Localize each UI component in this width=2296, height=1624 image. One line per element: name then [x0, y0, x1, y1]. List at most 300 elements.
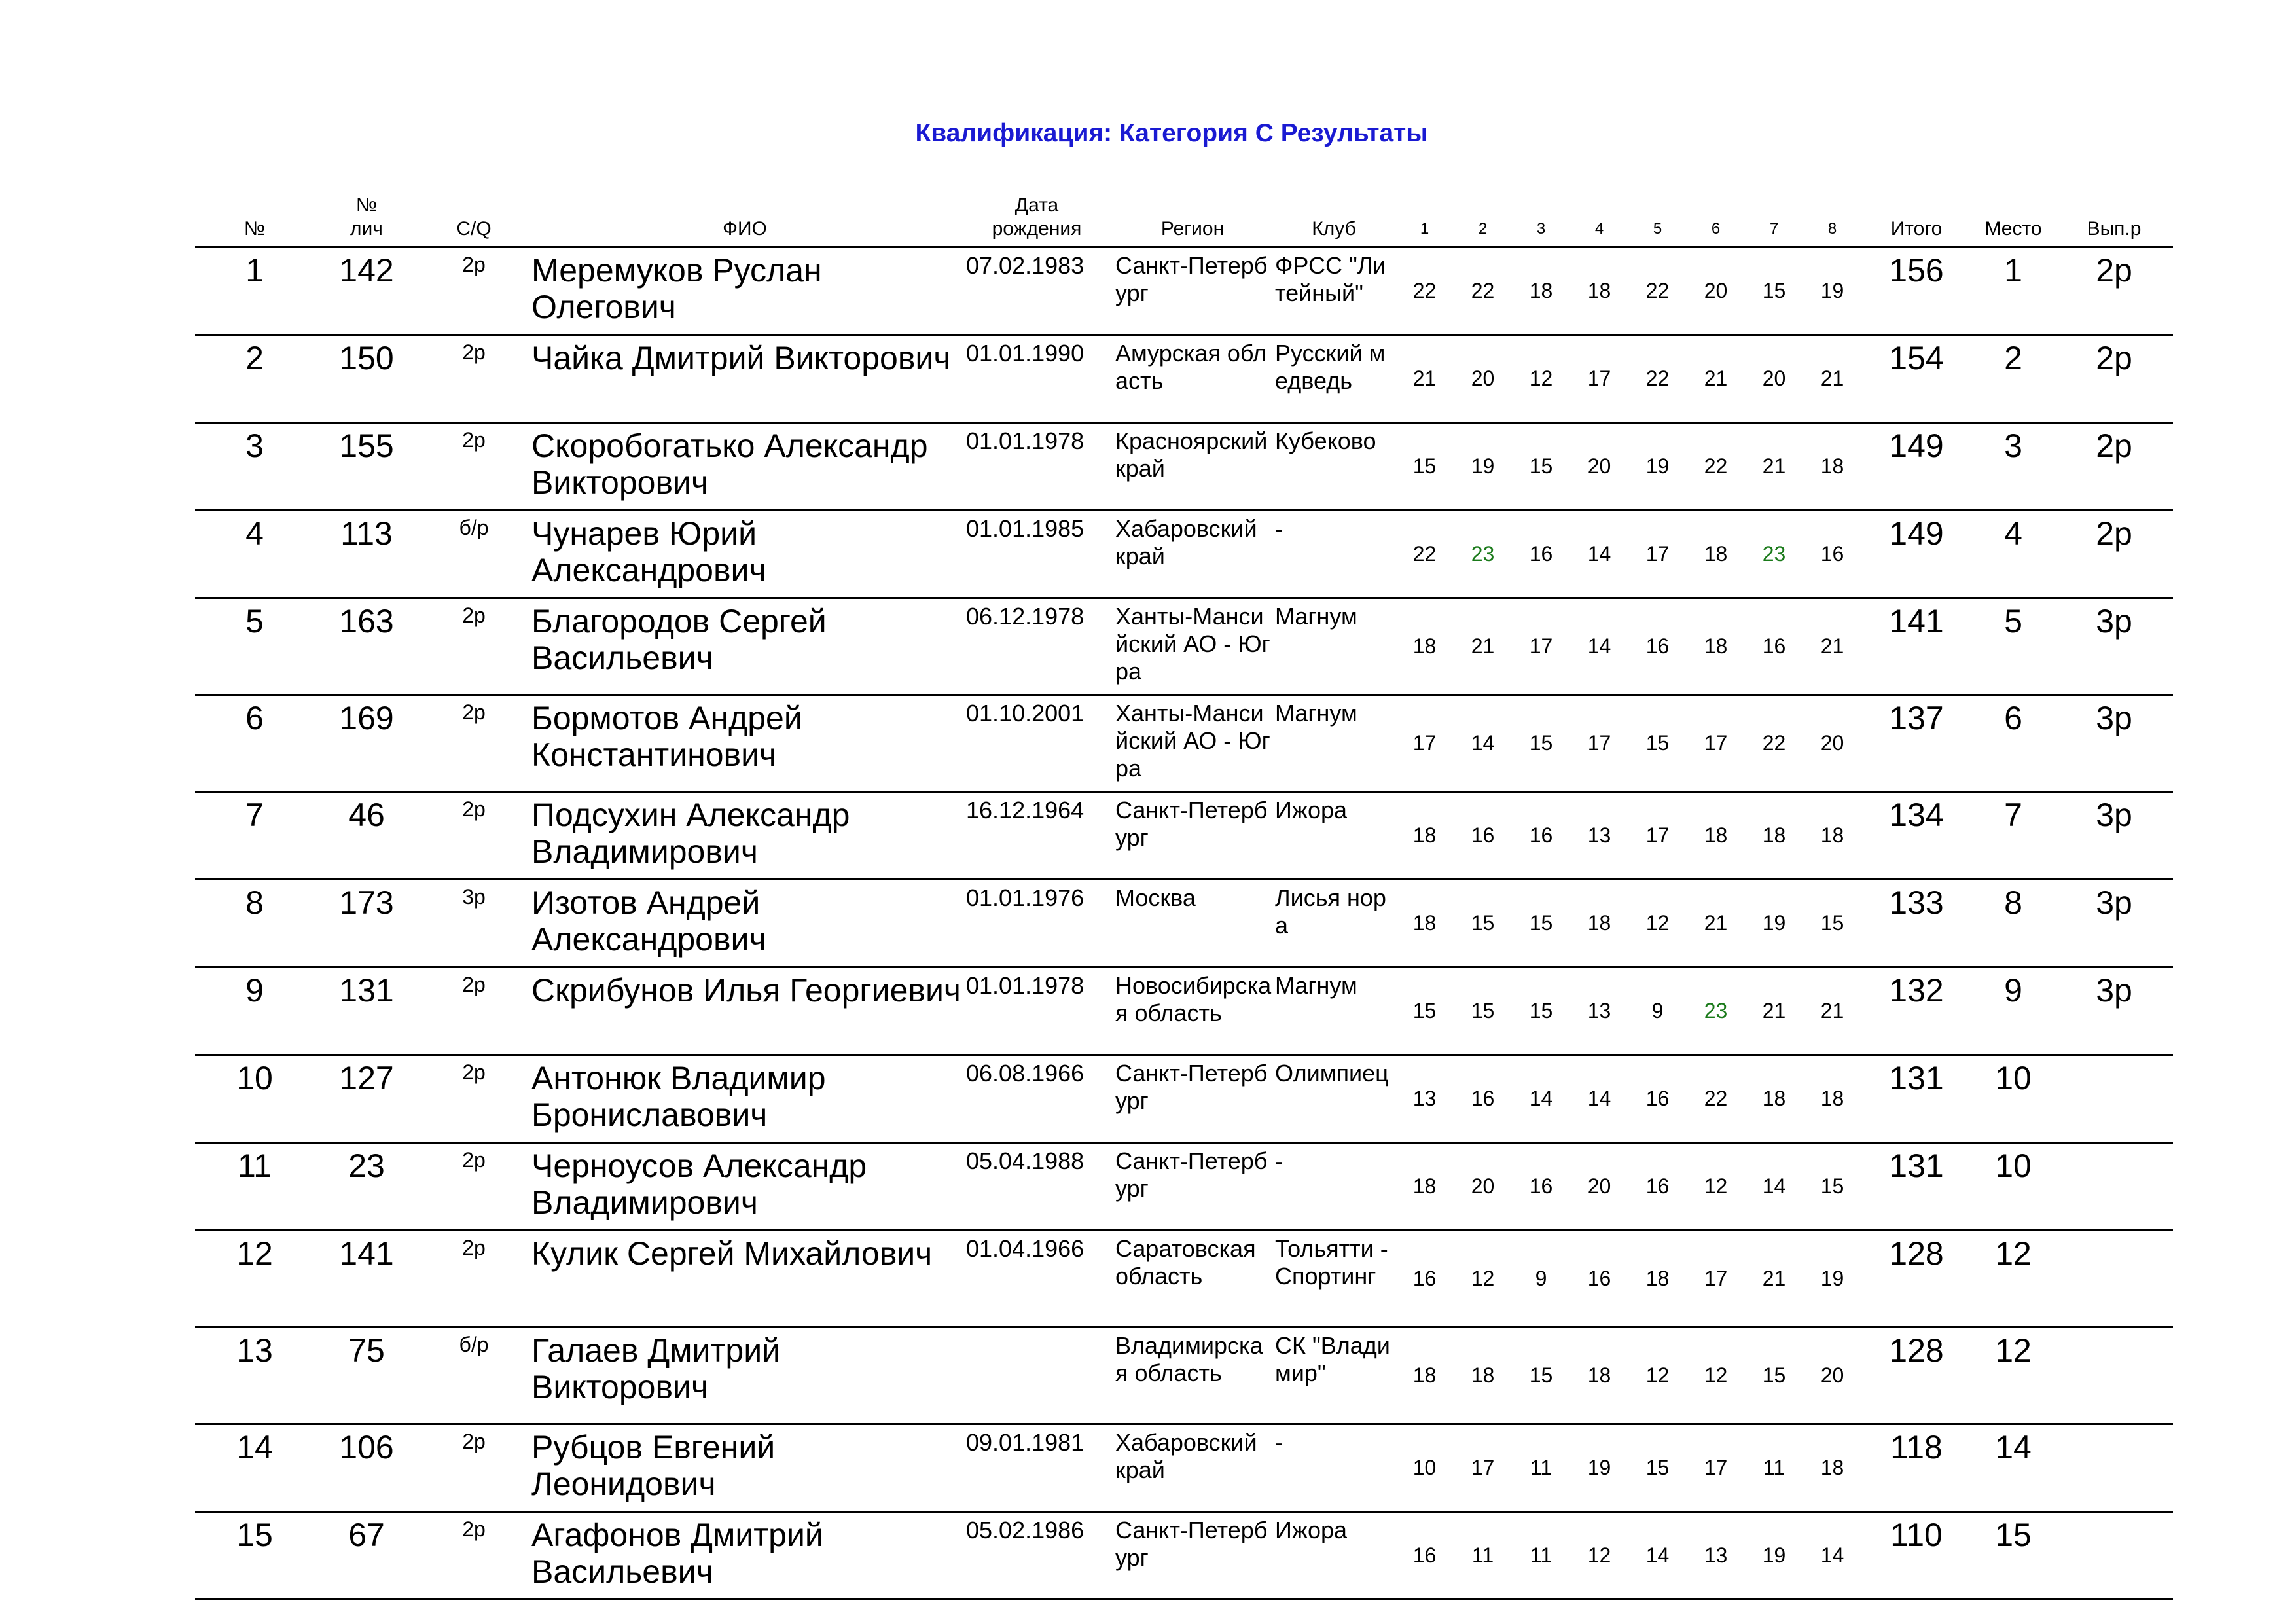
row-number: 7	[195, 792, 314, 880]
header-round-2: 2	[1454, 194, 1512, 247]
round-6-score: 18	[1687, 792, 1745, 880]
total-score: 131	[1861, 1055, 1971, 1143]
round-8-score: 15	[1803, 1143, 1861, 1231]
table-row	[195, 967, 2173, 1055]
row-number: 10	[195, 1055, 314, 1143]
round-5-score: 18	[1628, 1231, 1687, 1327]
round-5-score: 12	[1628, 1327, 1687, 1424]
header-region: Регион	[1113, 194, 1272, 247]
header-club: Клуб	[1272, 194, 1395, 247]
table-header-row	[195, 194, 2173, 247]
place: 9	[1971, 967, 2055, 1055]
place: 1	[1971, 247, 2055, 335]
header-round-1: 1	[1395, 194, 1454, 247]
place: 14	[1971, 1424, 2055, 1512]
category-qualification: 3р	[419, 880, 529, 967]
category-qualification: 2р	[419, 695, 529, 792]
rank-achieved: 2р	[2055, 335, 2173, 423]
round-1-score: 17	[1395, 695, 1454, 792]
category-qualification: 2р	[419, 1512, 529, 1600]
round-1-score: 22	[1395, 511, 1454, 598]
club: Магнум	[1272, 967, 1395, 1055]
round-8-score: 21	[1803, 598, 1861, 695]
round-7-score: 23	[1745, 511, 1803, 598]
total-score: 141	[1861, 598, 1971, 695]
table-row	[195, 598, 2173, 695]
region: Санкт-Петербург	[1113, 792, 1272, 880]
region: Саратовская область	[1113, 1231, 1272, 1327]
personal-number: 113	[314, 511, 419, 598]
athlete-name: Подсухин Александр Владимирович	[529, 792, 961, 880]
personal-number: 67	[314, 1512, 419, 1600]
athlete-name: Антонюк Владимир Брониславович	[529, 1055, 961, 1143]
round-8-score: 16	[1803, 511, 1861, 598]
table-row	[195, 423, 2173, 511]
round-5-score: 16	[1628, 598, 1687, 695]
round-8-score: 19	[1803, 247, 1861, 335]
personal-number: 106	[314, 1424, 419, 1512]
round-6-score: 17	[1687, 695, 1745, 792]
table-row	[195, 1512, 2173, 1600]
round-2-score: 19	[1454, 423, 1512, 511]
region: Амурская область	[1113, 335, 1272, 423]
table-row	[195, 1327, 2173, 1424]
category-qualification: 2р	[419, 335, 529, 423]
rank-achieved	[2055, 1143, 2173, 1231]
club: ФРСС "Литейный"	[1272, 247, 1395, 335]
athlete-name: Меремуков Руслан Олегович	[529, 247, 961, 335]
rank-achieved: 3р	[2055, 967, 2173, 1055]
round-5-score: 22	[1628, 247, 1687, 335]
place: 6	[1971, 695, 2055, 792]
round-6-score: 22	[1687, 1055, 1745, 1143]
total-score: 137	[1861, 695, 1971, 792]
round-4-score: 16	[1570, 1231, 1628, 1327]
round-7-score: 19	[1745, 880, 1803, 967]
round-3-score: 9	[1512, 1231, 1570, 1327]
header-round-8: 8	[1803, 194, 1861, 247]
total-score: 149	[1861, 423, 1971, 511]
rank-achieved: 2р	[2055, 511, 2173, 598]
category-qualification: б/р	[419, 1327, 529, 1424]
personal-number: 46	[314, 792, 419, 880]
category-qualification: 2р	[419, 598, 529, 695]
personal-number: 75	[314, 1327, 419, 1424]
club: Ижора	[1272, 792, 1395, 880]
category-qualification: 2р	[419, 1055, 529, 1143]
place: 2	[1971, 335, 2055, 423]
round-3-score: 16	[1512, 792, 1570, 880]
round-8-score: 14	[1803, 1512, 1861, 1600]
round-2-score: 14	[1454, 695, 1512, 792]
round-2-score: 20	[1454, 1143, 1512, 1231]
rank-achieved	[2055, 1424, 2173, 1512]
header-round-7: 7	[1745, 194, 1803, 247]
athlete-name: Изотов Андрей Александрович	[529, 880, 961, 967]
round-1-score: 15	[1395, 423, 1454, 511]
birth-date: 16.12.1964	[961, 792, 1113, 880]
round-4-score: 14	[1570, 1055, 1628, 1143]
table-row	[195, 1231, 2173, 1327]
athlete-name: Бормотов Андрей Константинович	[529, 695, 961, 792]
round-3-score: 16	[1512, 1143, 1570, 1231]
round-3-score: 18	[1512, 247, 1570, 335]
row-number: 12	[195, 1231, 314, 1327]
birth-date: 07.02.1983	[961, 247, 1113, 335]
round-8-score: 20	[1803, 1327, 1861, 1424]
round-4-score: 13	[1570, 967, 1628, 1055]
total-score: 156	[1861, 247, 1971, 335]
round-7-score: 21	[1745, 423, 1803, 511]
round-6-score: 17	[1687, 1231, 1745, 1327]
header-place: Место	[1971, 194, 2055, 247]
header-date: Дата рождения	[961, 194, 1113, 247]
header-round-4: 4	[1570, 194, 1628, 247]
round-5-score: 19	[1628, 423, 1687, 511]
total-score: 118	[1861, 1424, 1971, 1512]
round-4-score: 13	[1570, 792, 1628, 880]
round-2-score: 16	[1454, 792, 1512, 880]
header-total: Итого	[1861, 194, 1971, 247]
total-score: 133	[1861, 880, 1971, 967]
round-1-score: 18	[1395, 880, 1454, 967]
total-score: 149	[1861, 511, 1971, 598]
rank-achieved: 3р	[2055, 695, 2173, 792]
round-2-score: 15	[1454, 880, 1512, 967]
round-3-score: 15	[1512, 967, 1570, 1055]
round-1-score: 18	[1395, 1327, 1454, 1424]
round-4-score: 20	[1570, 423, 1628, 511]
round-6-score: 20	[1687, 247, 1745, 335]
round-6-score: 17	[1687, 1424, 1745, 1512]
round-2-score: 23	[1454, 511, 1512, 598]
region: Владимирская область	[1113, 1327, 1272, 1424]
table-row	[195, 1424, 2173, 1512]
round-7-score: 14	[1745, 1143, 1803, 1231]
round-1-score: 21	[1395, 335, 1454, 423]
birth-date: 01.01.1978	[961, 423, 1113, 511]
personal-number: 173	[314, 880, 419, 967]
athlete-name: Благородов Сергей Васильевич	[529, 598, 961, 695]
round-8-score: 19	[1803, 1231, 1861, 1327]
region: Хабаровский край	[1113, 1424, 1272, 1512]
header-round-5: 5	[1628, 194, 1687, 247]
round-3-score: 15	[1512, 1327, 1570, 1424]
round-3-score: 11	[1512, 1424, 1570, 1512]
header-round-6: 6	[1687, 194, 1745, 247]
athlete-name: Агафонов Дмитрий Васильевич	[529, 1512, 961, 1600]
place: 5	[1971, 598, 2055, 695]
round-8-score: 21	[1803, 967, 1861, 1055]
round-5-score: 12	[1628, 880, 1687, 967]
personal-number: 23	[314, 1143, 419, 1231]
round-8-score: 20	[1803, 695, 1861, 792]
place: 8	[1971, 880, 2055, 967]
round-7-score: 18	[1745, 792, 1803, 880]
round-4-score: 17	[1570, 695, 1628, 792]
round-1-score: 18	[1395, 792, 1454, 880]
birth-date: 09.01.1981	[961, 1424, 1113, 1512]
region: Санкт-Петербург	[1113, 247, 1272, 335]
round-5-score: 16	[1628, 1055, 1687, 1143]
row-number: 15	[195, 1512, 314, 1600]
club: -	[1272, 1143, 1395, 1231]
region: Санкт-Петербург	[1113, 1055, 1272, 1143]
personal-number: 141	[314, 1231, 419, 1327]
club: Ижора	[1272, 1512, 1395, 1600]
round-4-score: 17	[1570, 335, 1628, 423]
table-row	[195, 695, 2173, 792]
place: 10	[1971, 1143, 2055, 1231]
club: -	[1272, 1424, 1395, 1512]
club: Магнум	[1272, 695, 1395, 792]
table-row	[195, 335, 2173, 423]
birth-date: 06.12.1978	[961, 598, 1113, 695]
round-4-score: 19	[1570, 1424, 1628, 1512]
region: Ханты-Мансийский АО - Югра	[1113, 695, 1272, 792]
rank-achieved: 2р	[2055, 247, 2173, 335]
round-3-score: 15	[1512, 880, 1570, 967]
round-3-score: 15	[1512, 695, 1570, 792]
category-qualification: 2р	[419, 967, 529, 1055]
round-6-score: 22	[1687, 423, 1745, 511]
place: 10	[1971, 1055, 2055, 1143]
header-vyp: Вып.р	[2055, 194, 2173, 247]
round-3-score: 15	[1512, 423, 1570, 511]
round-2-score: 18	[1454, 1327, 1512, 1424]
round-4-score: 20	[1570, 1143, 1628, 1231]
total-score: 131	[1861, 1143, 1971, 1231]
region: Хабаровский край	[1113, 511, 1272, 598]
birth-date: 01.10.2001	[961, 695, 1113, 792]
region: Москва	[1113, 880, 1272, 967]
round-1-score: 13	[1395, 1055, 1454, 1143]
place: 4	[1971, 511, 2055, 598]
header-name: ФИО	[529, 194, 961, 247]
row-number: 1	[195, 247, 314, 335]
round-1-score: 16	[1395, 1512, 1454, 1600]
round-4-score: 18	[1570, 1327, 1628, 1424]
total-score: 128	[1861, 1327, 1971, 1424]
total-score: 132	[1861, 967, 1971, 1055]
birth-date: 05.02.1986	[961, 1512, 1113, 1600]
round-5-score: 16	[1628, 1143, 1687, 1231]
round-7-score: 16	[1745, 598, 1803, 695]
rank-achieved	[2055, 1231, 2173, 1327]
row-number: 5	[195, 598, 314, 695]
round-2-score: 11	[1454, 1512, 1512, 1600]
birth-date: 01.01.1978	[961, 967, 1113, 1055]
table-row	[195, 247, 2173, 335]
round-5-score: 17	[1628, 511, 1687, 598]
round-5-score: 15	[1628, 1424, 1687, 1512]
round-6-score: 18	[1687, 598, 1745, 695]
personal-number: 155	[314, 423, 419, 511]
round-7-score: 11	[1745, 1424, 1803, 1512]
results-table	[195, 194, 2173, 1600]
athlete-name: Скрибунов Илья Георгиевич	[529, 967, 961, 1055]
round-6-score: 18	[1687, 511, 1745, 598]
round-1-score: 18	[1395, 1143, 1454, 1231]
birth-date	[961, 1327, 1113, 1424]
row-number: 9	[195, 967, 314, 1055]
club: -	[1272, 511, 1395, 598]
round-4-score: 12	[1570, 1512, 1628, 1600]
round-7-score: 20	[1745, 335, 1803, 423]
total-score: 110	[1861, 1512, 1971, 1600]
round-1-score: 15	[1395, 967, 1454, 1055]
place: 3	[1971, 423, 2055, 511]
personal-number: 169	[314, 695, 419, 792]
row-number: 3	[195, 423, 314, 511]
round-1-score: 18	[1395, 598, 1454, 695]
round-7-score: 22	[1745, 695, 1803, 792]
category-qualification: 2р	[419, 1424, 529, 1512]
round-1-score: 16	[1395, 1231, 1454, 1327]
club: Олимпиец	[1272, 1055, 1395, 1143]
table-row	[195, 1143, 2173, 1231]
page-title: Квалификация: Категория С Результаты	[915, 119, 1428, 147]
round-7-score: 19	[1745, 1512, 1803, 1600]
round-7-score: 15	[1745, 1327, 1803, 1424]
category-qualification: 2р	[419, 423, 529, 511]
rank-achieved: 3р	[2055, 880, 2173, 967]
category-qualification: 2р	[419, 1143, 529, 1231]
round-5-score: 9	[1628, 967, 1687, 1055]
round-6-score: 23	[1687, 967, 1745, 1055]
region: Ханты-Мансийский АО - Югра	[1113, 598, 1272, 695]
round-7-score: 21	[1745, 1231, 1803, 1327]
rank-achieved: 2р	[2055, 423, 2173, 511]
round-4-score: 14	[1570, 511, 1628, 598]
rank-achieved	[2055, 1055, 2173, 1143]
round-5-score: 17	[1628, 792, 1687, 880]
round-7-score: 18	[1745, 1055, 1803, 1143]
club: Русский медведь	[1272, 335, 1395, 423]
region: Санкт-Петербург	[1113, 1512, 1272, 1600]
personal-number: 131	[314, 967, 419, 1055]
club: СК "Владимир"	[1272, 1327, 1395, 1424]
round-2-score: 15	[1454, 967, 1512, 1055]
athlete-name: Кулик Сергей Михайлович	[529, 1231, 961, 1327]
round-5-score: 22	[1628, 335, 1687, 423]
birth-date: 01.01.1985	[961, 511, 1113, 598]
athlete-name: Чайка Дмитрий Викторович	[529, 335, 961, 423]
region: Санкт-Петербург	[1113, 1143, 1272, 1231]
row-number: 13	[195, 1327, 314, 1424]
round-1-score: 10	[1395, 1424, 1454, 1512]
round-8-score: 21	[1803, 335, 1861, 423]
header-round-3: 3	[1512, 194, 1570, 247]
rank-achieved: 3р	[2055, 598, 2173, 695]
region: Красноярский край	[1113, 423, 1272, 511]
round-7-score: 15	[1745, 247, 1803, 335]
row-number: 14	[195, 1424, 314, 1512]
round-4-score: 18	[1570, 247, 1628, 335]
birth-date: 01.01.1990	[961, 335, 1113, 423]
row-number: 4	[195, 511, 314, 598]
round-3-score: 17	[1512, 598, 1570, 695]
round-7-score: 21	[1745, 967, 1803, 1055]
round-3-score: 11	[1512, 1512, 1570, 1600]
round-2-score: 21	[1454, 598, 1512, 695]
category-qualification: 2р	[419, 247, 529, 335]
round-8-score: 18	[1803, 792, 1861, 880]
athlete-name: Галаев Дмитрий Викторович	[529, 1327, 961, 1424]
round-2-score: 17	[1454, 1424, 1512, 1512]
round-4-score: 14	[1570, 598, 1628, 695]
round-8-score: 18	[1803, 1055, 1861, 1143]
table-row	[195, 880, 2173, 967]
round-4-score: 18	[1570, 880, 1628, 967]
club: Тольятти - Спортинг	[1272, 1231, 1395, 1327]
club: Лисья нора	[1272, 880, 1395, 967]
row-number: 11	[195, 1143, 314, 1231]
athlete-name: Чунарев Юрий Александрович	[529, 511, 961, 598]
table-row	[195, 1055, 2173, 1143]
round-6-score: 21	[1687, 335, 1745, 423]
row-number: 8	[195, 880, 314, 967]
club: Кубеково	[1272, 423, 1395, 511]
category-qualification: б/р	[419, 511, 529, 598]
club: Магнум	[1272, 598, 1395, 695]
place: 12	[1971, 1327, 2055, 1424]
place: 12	[1971, 1231, 2055, 1327]
header-lich: № лич	[314, 194, 419, 247]
table-row	[195, 511, 2173, 598]
round-8-score: 15	[1803, 880, 1861, 967]
round-3-score: 16	[1512, 511, 1570, 598]
athlete-name: Скоробогатько Александр Викторович	[529, 423, 961, 511]
rank-achieved: 3р	[2055, 792, 2173, 880]
rank-achieved	[2055, 1512, 2173, 1600]
round-3-score: 14	[1512, 1055, 1570, 1143]
personal-number: 163	[314, 598, 419, 695]
rank-achieved	[2055, 1327, 2173, 1424]
region: Новосибирская область	[1113, 967, 1272, 1055]
personal-number: 142	[314, 247, 419, 335]
round-2-score: 22	[1454, 247, 1512, 335]
round-2-score: 16	[1454, 1055, 1512, 1143]
header-cq: C/Q	[419, 194, 529, 247]
round-1-score: 22	[1395, 247, 1454, 335]
place: 15	[1971, 1512, 2055, 1600]
header-num: №	[195, 194, 314, 247]
round-3-score: 12	[1512, 335, 1570, 423]
birth-date: 01.01.1976	[961, 880, 1113, 967]
row-number: 6	[195, 695, 314, 792]
personal-number: 150	[314, 335, 419, 423]
category-qualification: 2р	[419, 1231, 529, 1327]
round-6-score: 12	[1687, 1143, 1745, 1231]
personal-number: 127	[314, 1055, 419, 1143]
place: 7	[1971, 792, 2055, 880]
birth-date: 05.04.1988	[961, 1143, 1113, 1231]
round-6-score: 21	[1687, 880, 1745, 967]
birth-date: 01.04.1966	[961, 1231, 1113, 1327]
round-5-score: 15	[1628, 695, 1687, 792]
results-body	[195, 247, 2173, 1600]
round-2-score: 20	[1454, 335, 1512, 423]
round-5-score: 14	[1628, 1512, 1687, 1600]
round-8-score: 18	[1803, 423, 1861, 511]
total-score: 128	[1861, 1231, 1971, 1327]
birth-date: 06.08.1966	[961, 1055, 1113, 1143]
row-number: 2	[195, 335, 314, 423]
round-2-score: 12	[1454, 1231, 1512, 1327]
round-6-score: 13	[1687, 1512, 1745, 1600]
table-row	[195, 792, 2173, 880]
